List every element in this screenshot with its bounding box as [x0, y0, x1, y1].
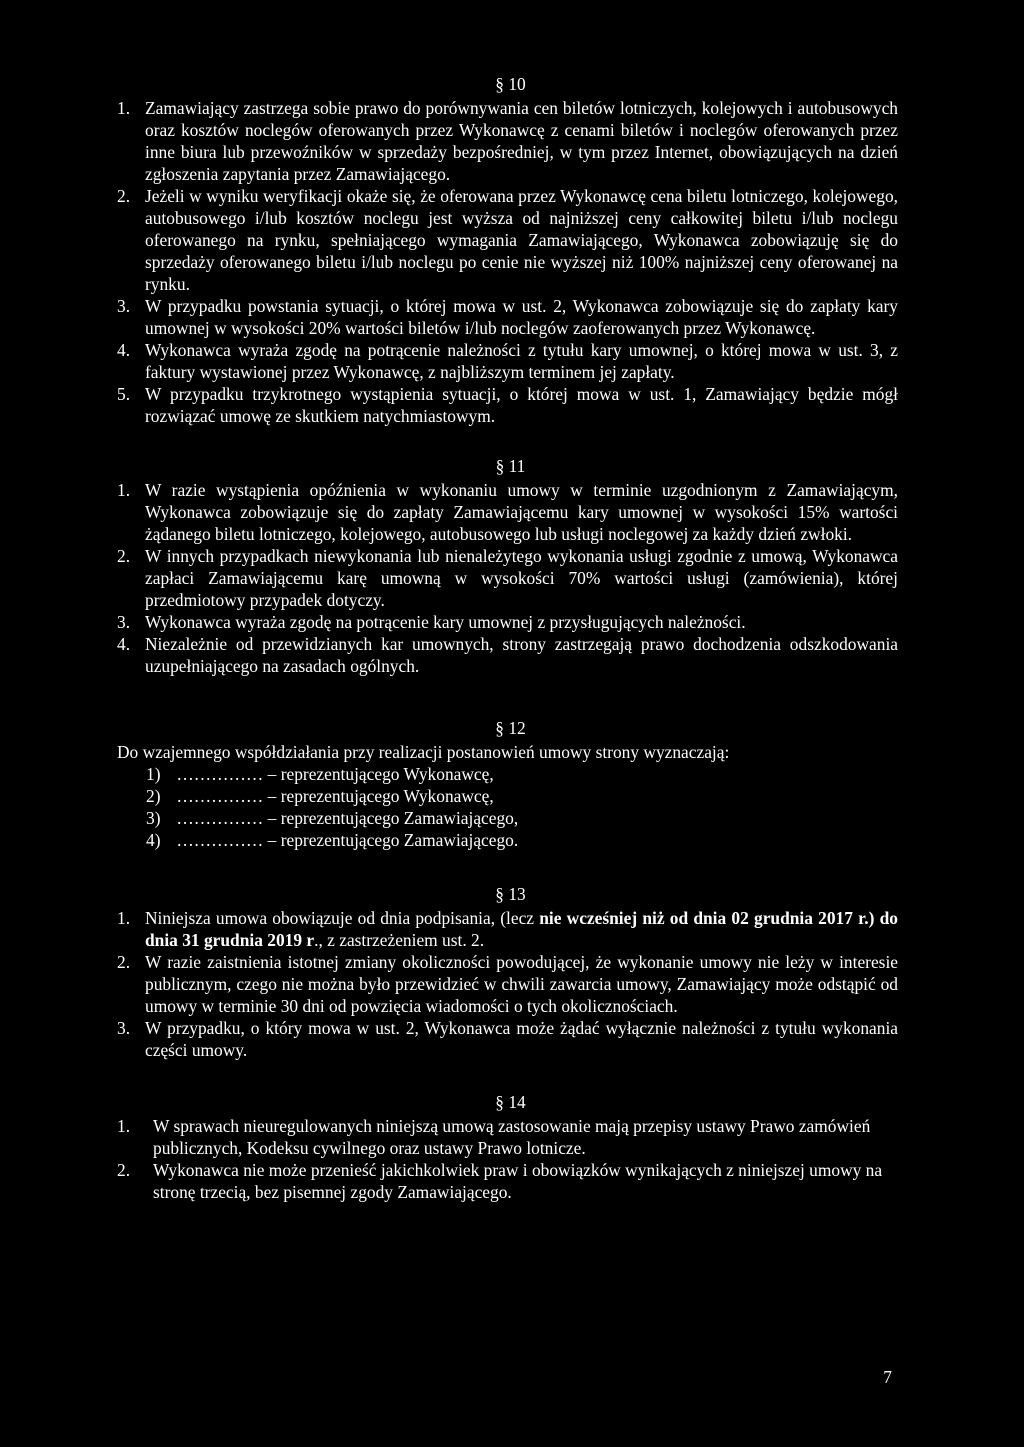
section-heading-11: § 11	[495, 456, 526, 476]
list-item: 1. W sprawach nieuregulowanych niniejszą umową zastosowanie mają przepisy ustawy Prawo zamówień publicznych, Kodeksu cywilnego oraz ustawy Prawo lotnicze.	[117, 1116, 871, 1158]
section-13-list	[117, 907, 898, 1061]
document-page	[117, 73, 898, 1203]
section-10-list	[117, 97, 898, 427]
list-item: 3. W przypadku, o który mowa w ust. 2, Wykonawca może żądać wyłącznie należności z tytułu wykonania części umowy.	[117, 1018, 898, 1060]
list-item: 1. W razie wystąpienia opóźnienia w wykonaniu umowy w terminie uzgodnionym z Zamawiającym, Wykonawca zobowiązuje się do zapłaty Zamawiającemu kary umownej w wysokości 15% wartości żądanego biletu lotniczego, kolejowego, autobusowego lub usługi noclegowej za każdy dzień zwłoki.	[117, 480, 898, 544]
page-number: 7	[883, 1367, 892, 1387]
section-heading-13: § 13	[495, 884, 526, 904]
representatives-list	[117, 763, 898, 851]
list-item: 1. Niniejsza umowa obowiązuje od dnia podpisania, (lecz nie wcześniej niż od dnia 02 grudnia 2017 r.) do dnia 31 grudnia 2019 r., z zastrzeżeniem ust. 2.	[117, 908, 898, 950]
section-heading-14: § 14	[495, 1092, 526, 1112]
representative-item: 2) …………… – reprezentującego Wykonawcę,	[146, 786, 494, 806]
list-item: 2. W razie zaistnienia istotnej zmiany okoliczności powodującej, że wykonanie umowy nie leży w interesie publicznym, czego nie można było przewidzieć w chwili zawarcia umowy, Zamawiający może odstąpić od umowy w terminie 30 dni od powzięcia wiadomości o tych okolicznościach.	[117, 952, 898, 1016]
section-12-intro: Do wzajemnego współdziałania przy realizacji postanowień umowy strony wyznaczają:	[117, 742, 730, 762]
representative-item: 4) …………… – reprezentującego Zamawiającego.	[146, 830, 519, 850]
list-item: 1. Zamawiający zastrzega sobie prawo do porównywania cen biletów lotniczych, kolejowych i autobusowych oraz kosztów noclegów oferowanych przez Wykonawcę z cenami biletów i noclegów oferowanych przez inne biura lub przewoźników w sprzedaży bezpośredniej, w tym przez Internet, obowiązujących na dzień zgłoszenia zapytania przez Zamawiającego.	[117, 98, 898, 184]
representative-item: 3) …………… – reprezentującego Zamawiającego,	[146, 808, 519, 828]
list-item: 3. W przypadku powstania sytuacji, o której mowa w ust. 2, Wykonawca zobowiązuje się do zapłaty kary umownej w wysokości 20% wartości biletów i/lub noclegów zaoferowanych przez Wykonawcę.	[117, 296, 898, 338]
section-11-list	[117, 479, 898, 677]
list-item: 4. Wykonawca wyraża zgodę na potrącenie należności z tytułu kary umownej, o której mowa w ust. 3, z faktury wystawionej przez Wykonawcę, z najbliższym terminem jej zapłaty.	[117, 340, 898, 382]
section-heading-10: § 10	[495, 74, 526, 94]
section-14-list	[117, 1115, 898, 1203]
list-item: 4. Niezależnie od przewidzianych kar umownych, strony zastrzegają prawo dochodzenia odszkodowania uzupełniającego na zasadach ogólnych.	[117, 634, 898, 676]
representative-item: 1) …………… – reprezentującego Wykonawcę,	[146, 764, 494, 784]
list-item: 2. W innych przypadkach niewykonania lub nienależytego wykonania usługi zgodnie z umową, Wykonawca zapłaci Zamawiającemu karę umowną w wysokości 70% wartości usługi (zamówienia), której przedmiotowy przypadek dotyczy.	[117, 546, 898, 610]
list-item: 2. Wykonawca nie może przenieść jakichkolwiek praw i obowiązków wynikających z niniejszej umowy na stronę trzecią, bez pisemnej zgody Zamawiającego.	[117, 1160, 883, 1202]
list-item: 5. W przypadku trzykrotnego wystąpienia sytuacji, o której mowa w ust. 1, Zamawiający będzie mógł rozwiązać umowę ze skutkiem natychmiastowym.	[117, 384, 898, 426]
section-heading-12: § 12	[495, 718, 526, 738]
list-item: 3. Wykonawca wyraża zgodę na potrącenie kary umownej z przysługujących należności.	[117, 612, 746, 632]
list-item: 2. Jeżeli w wyniku weryfikacji okaże się, że oferowana przez Wykonawcę cena biletu lotniczego, kolejowego, autobusowego i/lub kosztów noclegu jest wyższa od najniższej ceny całkowitej biletu i/lub noclegu oferowanego na rynku, spełniającego wymagania Zamawiającego, Wykonawca zobowiązuję się do sprzedaży oferowanego biletu i/lub noclegu po cenie nie wyższej niż 100% najniższej ceny oferowanej na rynku.	[117, 186, 898, 294]
